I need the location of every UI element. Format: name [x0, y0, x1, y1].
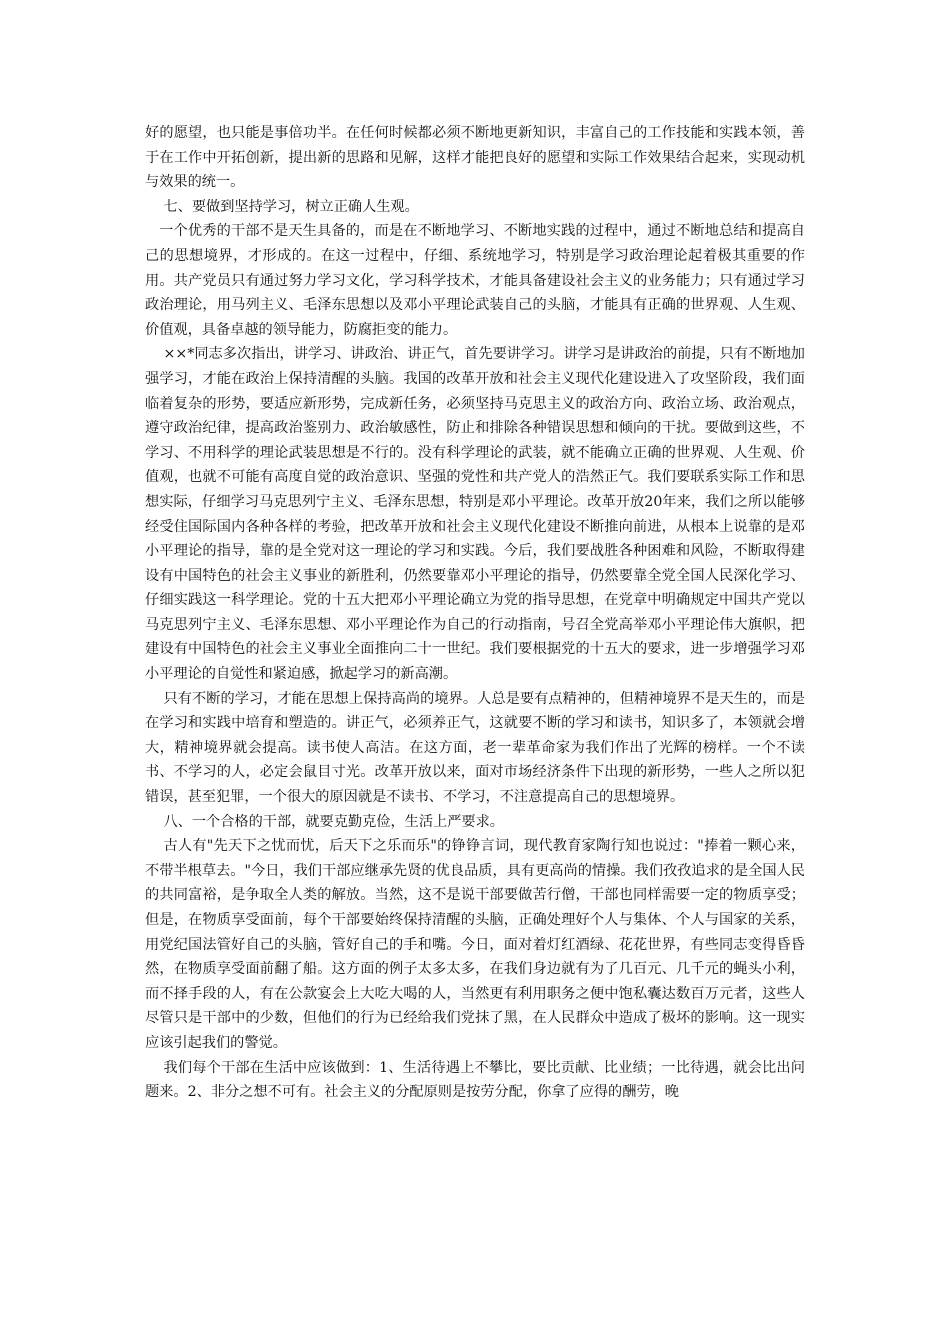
document-body: [145, 121, 805, 1105]
paragraph: ××*同志多次指出，讲学习、讲政治、讲正气，首先要讲学习。讲学习是讲政治的前提，只有不断地加强学习，才能在政治上保持清醒的头脑。我国的改革开放和社会主义现代化建设进入了攻坚阶段，我们面临着复杂的形势，要适应新形势，完成新任务，必须坚持马克思主义的政治方向、政治立场、政治观点，遵守政治纪律，提高政治鉴别力、政治敏感性，防止和排除各种错误思想和倾向的干扰。要做到这些，不学习、不用科学的理论武装思想是不行的。没有科学理论的武装，就不能确立正确的世界观、人生观、价值观，也就不可能有高度自觉的政治意识、坚强的党性和共产党人的浩然正气。我们要联系实际工作和思想实际，仔细学习马克思列宁主义、毛泽东思想，特别是邓小平理论。改革开放20年来，我们之所以能够经受住国际国内各种各样的考验，把改革开放和社会主义现代化建设不断推向前进，从根本上说靠的是邓小平理论的指导，靠的是全党对这一理论的学习和实践。今后，我们要战胜各种困难和风险，不断取得建设有中国特色的社会主义事业的新胜利，仍然要靠邓小平理论的指导，仍然要靠全党全国人民深化学习、仔细实践这一科学理论。党的十五大把邓小平理论确立为党的指导思想，在党章中明确规定中国共产党以马克思列宁主义、毛泽东思想、邓小平理论作为自己的行动指南，号召全党高举邓小平理论伟大旗帜，把建设有中国特色的社会主义事业全面推向二十一世纪。我们要根据党的十五大的要求，进一步增强学习邓小平理论的自觉性和紧迫感，掀起学习的新高潮。: [145, 346, 805, 683]
section-heading-seven: 七、要做到坚持学习，树立正确人生观。: [163, 198, 419, 215]
paragraph: 一个优秀的干部不是天生具备的，而是在不断地学习、不断地实践的过程中，通过不断地总结和提高自己的思想境界，才形成的。在这一过程中，仔细、系统地学习，特别是学习政治理论起着极其重要的作用。共产党员只有通过努力学习文化，学习科学技术，才能具备建设社会主义的业务能力；只有通过学习政治理论，用马列主义、毛泽东思想以及邓小平理论武装自己的头脑，才能具有正确的世界观、人生观、价值观，具备卓越的领导能力，防腐拒变的能力。: [145, 223, 805, 338]
paragraph-continued: 好的愿望，也只能是事倍功半。在任何时候都必须不断地更新知识，丰富自己的工作技能和实践本领，善于在工作中开拓创新，提出新的思路和见解，这样才能把良好的愿望和实际工作效果结合起来，实现动机与效果的统一。: [145, 125, 805, 191]
paragraph: 古人有"先天下之忧而忧，后天下之乐而乐"的铮铮言词，现代教育家陶行知也说过："捧着一颗心来，不带半根草去。"今日，我们干部应继承先贤的优良品质，具有更高尚的情操。我们孜孜追求的是全国人民的共同富裕，是争取全人类的解放。当然，这不是说干部要做苦行僧，干部也同样需要一定的物质享受；但是，在物质享受面前，每个干部要始终保持清醒的头脑，正确处理好个人与集体、个人与国家的关系，用党纪国法管好自己的头脑，管好自己的手和嘴。今日，面对着灯红酒绿、花花世界，有些同志变得昏昏然，在物质享受面前翻了船。这方面的例子太多太多，在我们身边就有为了几百元、几千元的蝇头小利，而不择手段的人，有在公款宴会上大吃大喝的人，当然更有利用职务之便中饱私囊达数百万元者，这些人尽管只是干部中的少数，但他们的行为已经给我们党抹了黑，在人民群众中造成了极坏的影响。这一现实应该引起我们的警觉。: [145, 838, 805, 1051]
paragraph: 只有不断的学习，才能在思想上保持高尚的境界。人总是要有点精神的，但精神境界不是天生的，而是在学习和实践中培育和塑造的。讲正气，必须养正气，这就要不断的学习和读书，知识多了，本领就会增大，精神境界就会提高。读书使人高洁。在这方面，老一辈革命家为我们作出了光辉的榜样。一个不读书、不学习的人，必定会鼠目寸光。改革开放以来，面对市场经济条件下出现的新形势，一些人之所以犯错误，甚至犯罪，一个很大的原因就是不读书、不学习，不注意提高自己的思想境界。: [145, 690, 805, 806]
paragraph: 我们每个干部在生活中应该做到：1、生活待遇上不攀比，要比贡献、比业绩；一比待遇，就会比出问题来。2、非分之想不可有。社会主义的分配原则是按劳分配，你拿了应得的酬劳，晚: [145, 1059, 805, 1101]
section-heading-eight: 八、一个合格的干部，就要克勤克俭，生活上严要求。: [163, 813, 504, 830]
